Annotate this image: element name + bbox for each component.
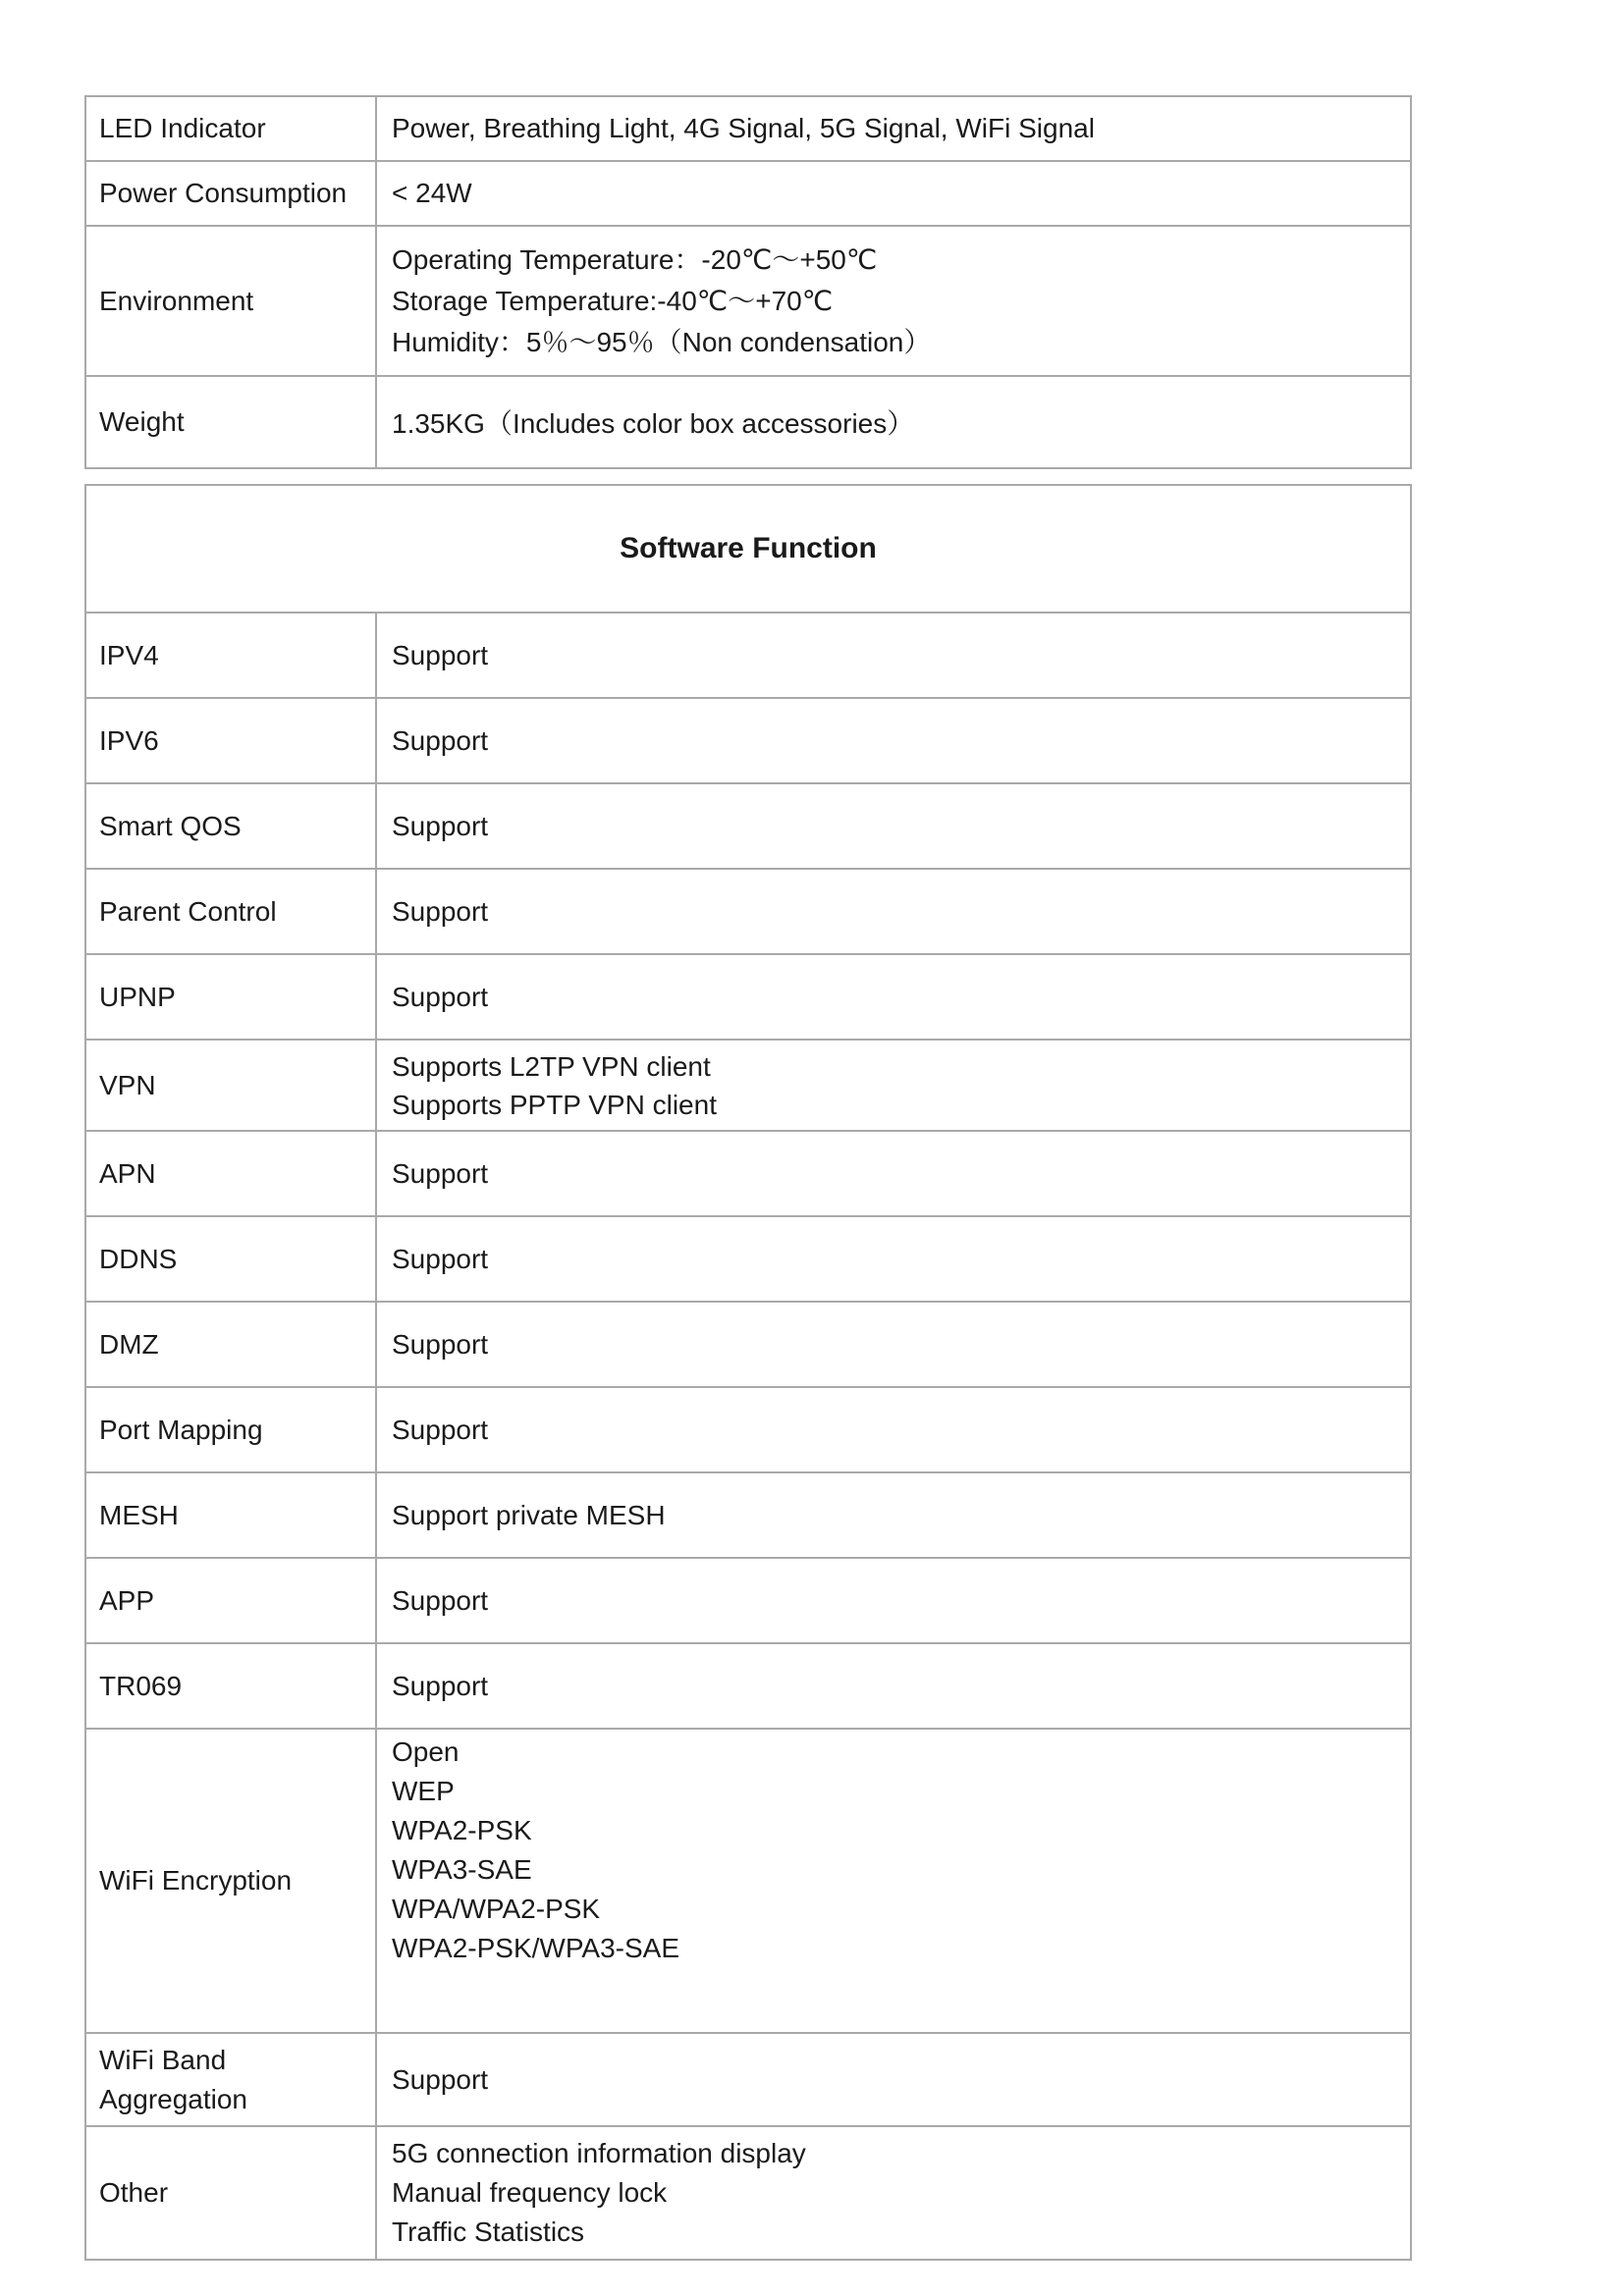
row-power-consumption (85, 161, 1411, 226)
spec-label: DDNS (85, 1216, 376, 1302)
hardware-spec-rows (85, 96, 1411, 468)
row-ipv6 (85, 698, 1411, 783)
value-line: Support private MESH (392, 1499, 666, 1530)
value-line: Supports L2TP VPN client (392, 1050, 711, 1082)
spec-value (376, 2033, 1411, 2126)
value-line: Manual frequency lock (392, 2177, 668, 2208)
spec-label: Other (85, 2126, 376, 2260)
spec-label: Port Mapping (85, 1387, 376, 1472)
row-mesh (85, 1472, 1411, 1558)
spec-label: VPN (85, 1040, 376, 1131)
spec-label: LED Indicator (85, 96, 376, 161)
value-line: WPA3-SAE (392, 1854, 532, 1885)
value-line: Open (392, 1736, 460, 1767)
value-line: Support (392, 1157, 489, 1189)
spec-value (376, 161, 1411, 226)
value-line: Support (392, 1584, 489, 1616)
spec-label: MESH (85, 1472, 376, 1558)
spec-value (376, 96, 1411, 161)
spec-value (376, 1302, 1411, 1387)
spec-value (376, 1643, 1411, 1729)
value-line: Support (392, 810, 489, 841)
row-dmz (85, 1302, 1411, 1387)
row-ddns (85, 1216, 1411, 1302)
row-other (85, 2126, 1411, 2260)
spec-label: WiFi Encryption (85, 1729, 376, 2033)
value-line: Support (392, 1243, 489, 1274)
spec-value (376, 613, 1411, 698)
spec-value (376, 1040, 1411, 1131)
software-spec-rows (85, 613, 1411, 2260)
row-parent-control (85, 869, 1411, 954)
spec-value (376, 1131, 1411, 1216)
spec-label: APP (85, 1558, 376, 1643)
spec-value (376, 376, 1411, 468)
value-line: Support (392, 1328, 489, 1360)
spec-value (376, 1387, 1411, 1472)
value-line: Support (392, 639, 489, 670)
row-app (85, 1558, 1411, 1643)
spec-label: Parent Control (85, 869, 376, 954)
value-line: Storage Temperature:-40℃～+70℃ (392, 285, 834, 316)
spec-value (376, 698, 1411, 783)
value-line: Operating Temperature：-20℃～+50℃ (392, 243, 878, 275)
row-smart-qos (85, 783, 1411, 869)
spec-value (376, 869, 1411, 954)
value-line: < 24W (392, 178, 472, 208)
value-line: 1.35KG（Includes color box accessories） (392, 408, 915, 439)
spec-value (376, 1729, 1411, 2033)
value-line: WPA2-PSK/WPA3-SAE (392, 1933, 680, 1963)
value-line: Support (392, 981, 489, 1012)
row-wifi-encryption (85, 1729, 1411, 2033)
spec-value (376, 783, 1411, 869)
hardware-spec-table (84, 95, 1412, 469)
value-line: Traffic Statistics (392, 2216, 585, 2247)
value-line: Power, Breathing Light, 4G Signal, 5G Signal, WiFi Signal (392, 113, 1095, 143)
software-function-table (84, 484, 1412, 2261)
value-line: Support (392, 2063, 489, 2095)
spec-label: Environment (85, 226, 376, 376)
value-line: Support (392, 724, 489, 756)
value-line: 5G connection information display (392, 2138, 806, 2168)
value-line: WPA/WPA2-PSK (392, 1894, 601, 1924)
value-line: Support (392, 1414, 489, 1445)
value-line: Supports PPTP VPN client (392, 1089, 717, 1120)
row-ipv4 (85, 613, 1411, 698)
value-line: Support (392, 895, 489, 927)
software-function-title-row (85, 485, 1411, 613)
spec-value (376, 226, 1411, 376)
spec-label: APN (85, 1131, 376, 1216)
row-led-indicator (85, 96, 1411, 161)
row-upnp (85, 954, 1411, 1040)
spec-label: Smart QOS (85, 783, 376, 869)
row-port-mapping (85, 1387, 1411, 1472)
row-vpn (85, 1040, 1411, 1131)
spec-label: IPV4 (85, 613, 376, 698)
spec-label: DMZ (85, 1302, 376, 1387)
spec-value (376, 1216, 1411, 1302)
spec-label: Weight (85, 376, 376, 468)
spec-value (376, 1472, 1411, 1558)
software-function-header (85, 485, 1411, 613)
spec-value (376, 1558, 1411, 1643)
row-tr069 (85, 1643, 1411, 1729)
value-line: WPA2-PSK (392, 1815, 532, 1845)
spec-value (376, 2126, 1411, 2260)
spec-label: WiFi Band Aggregation (85, 2033, 376, 2126)
row-apn (85, 1131, 1411, 1216)
spec-label: UPNP (85, 954, 376, 1040)
value-line: Support (392, 1670, 489, 1701)
spec-label: TR069 (85, 1643, 376, 1729)
software-function-title: Software Function (85, 485, 1411, 613)
value-line: Humidity：5％～95％（Non condensation） (392, 326, 932, 357)
value-line: WEP (392, 1776, 455, 1806)
spec-label: IPV6 (85, 698, 376, 783)
row-weight (85, 376, 1411, 468)
row-environment (85, 226, 1411, 376)
spec-label: Power Consumption (85, 161, 376, 226)
row-wifi-band-aggregation (85, 2033, 1411, 2126)
spec-value (376, 954, 1411, 1040)
